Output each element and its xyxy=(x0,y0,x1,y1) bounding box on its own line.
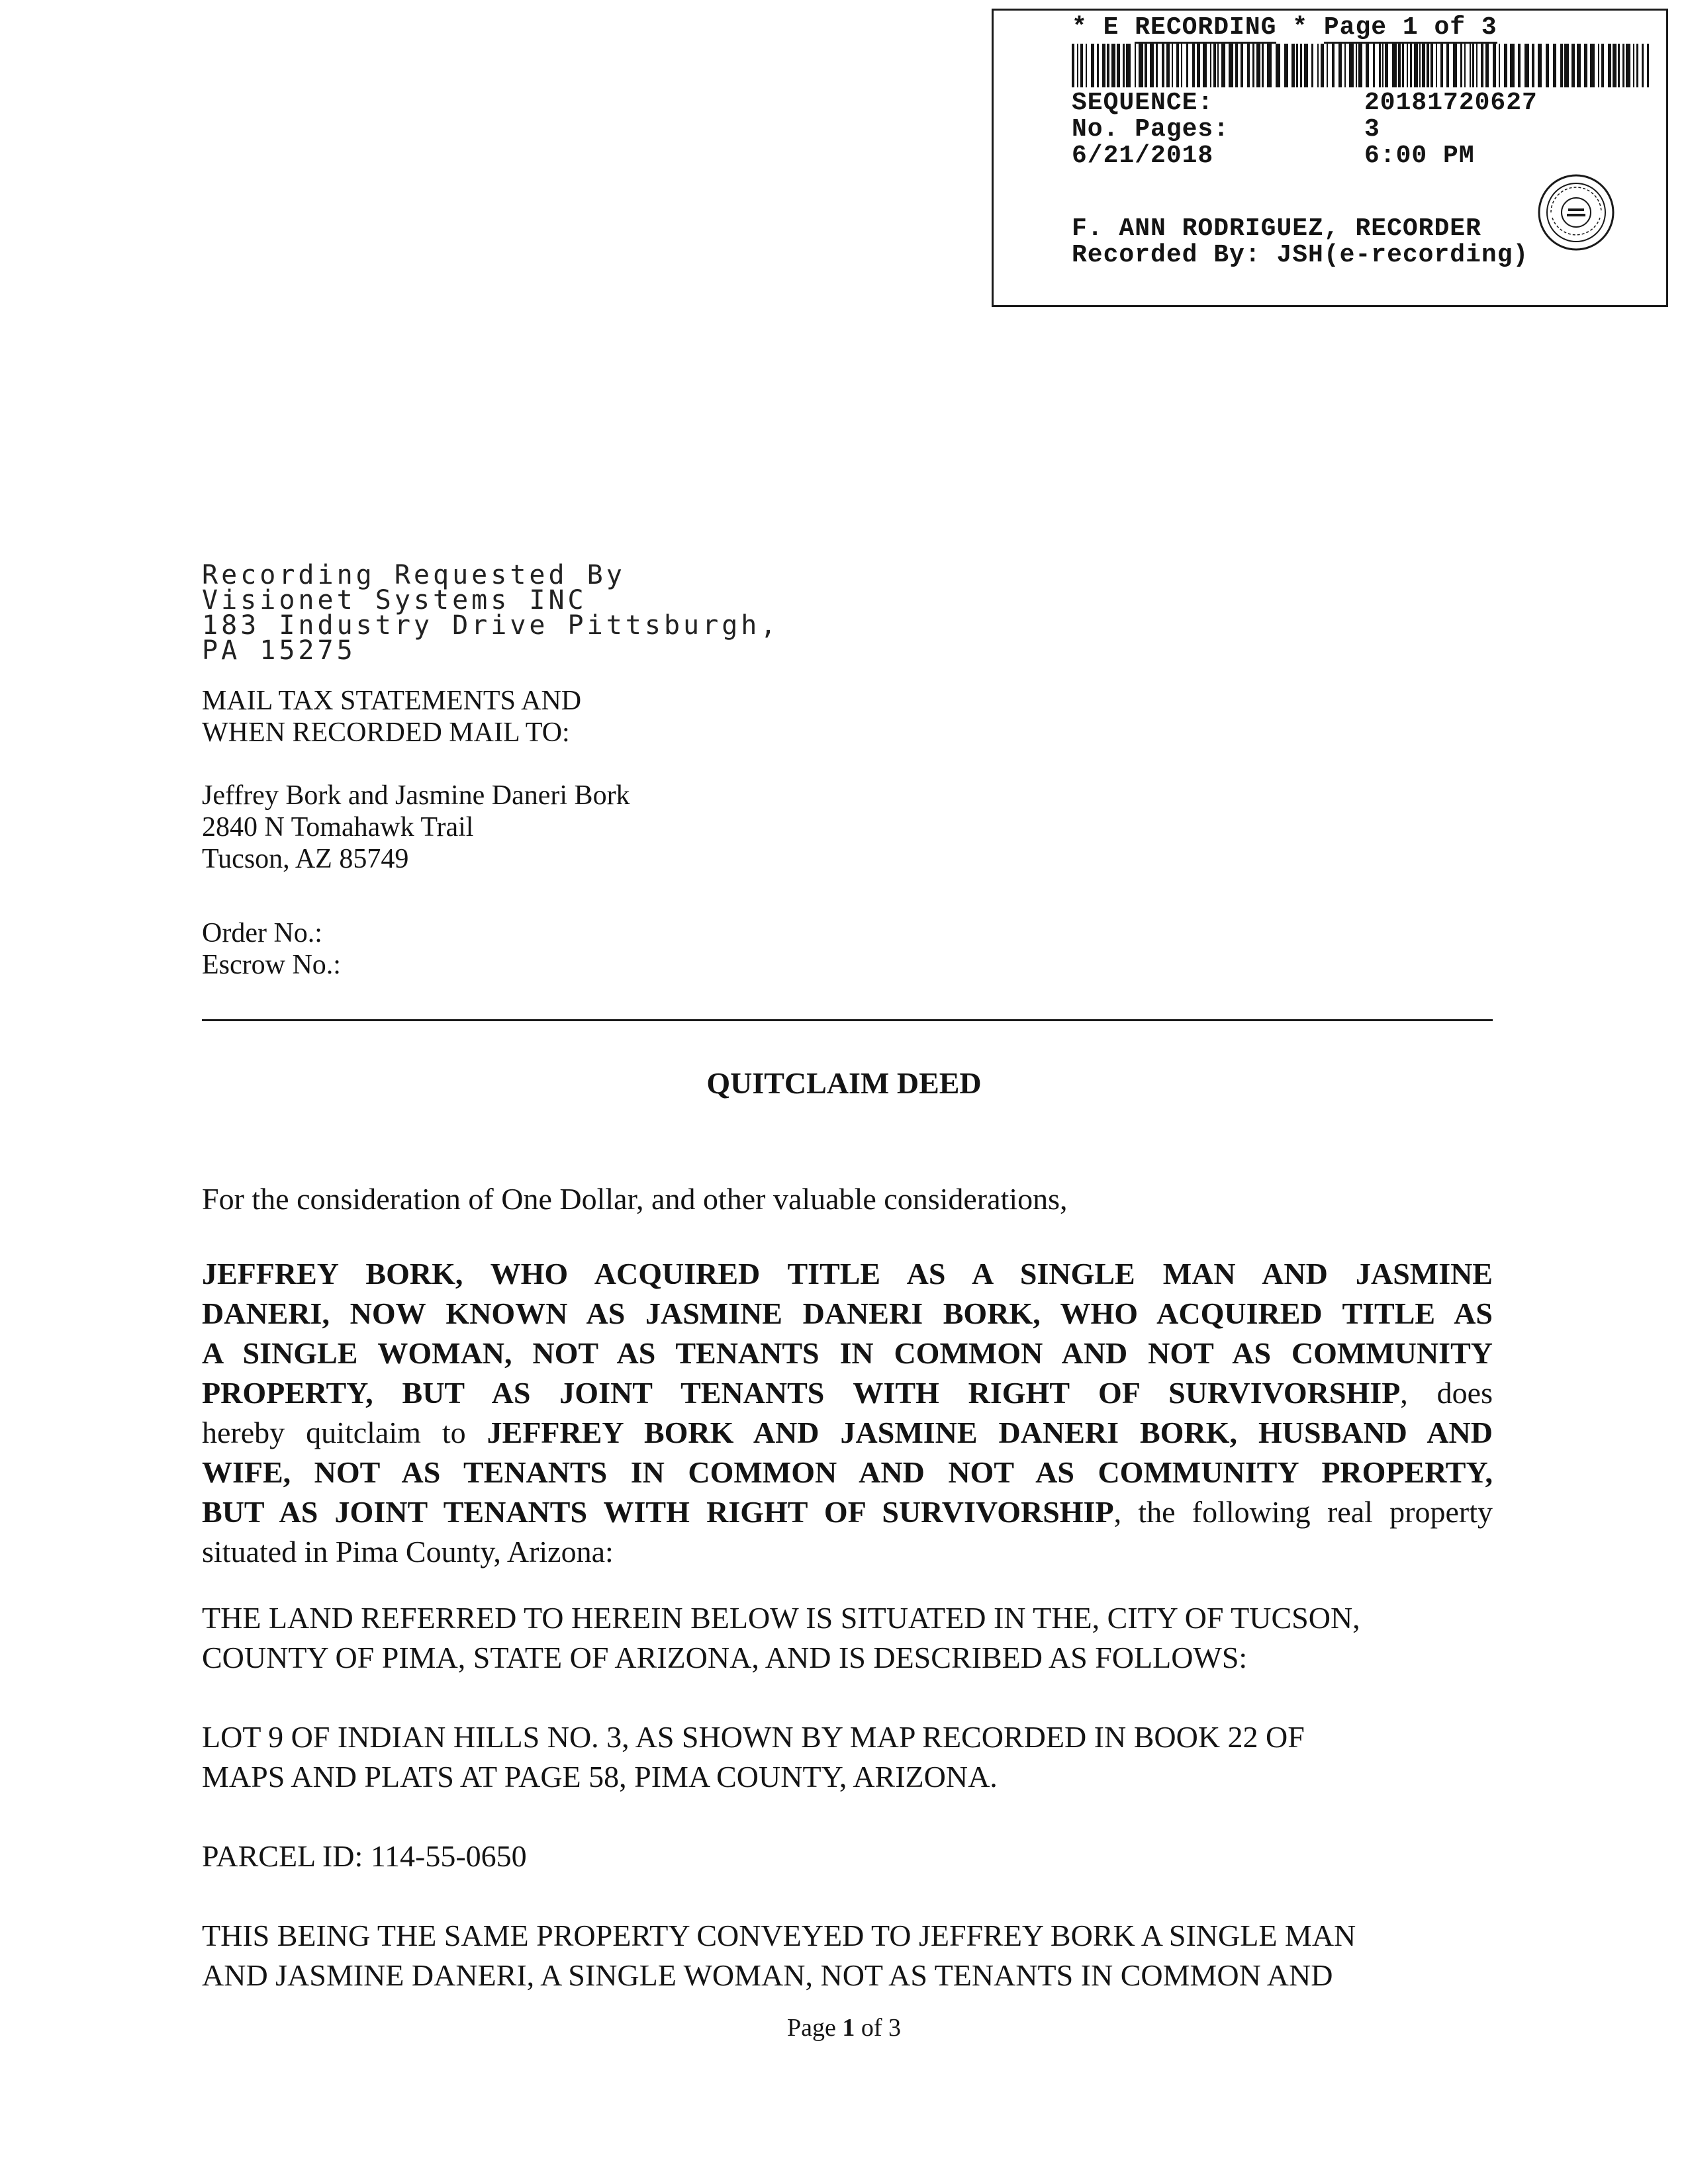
lot-description-2: MAPS AND PLATS AT PAGE 58, PIMA COUNTY, ARIZONA. xyxy=(202,1760,998,1794)
barcode-bar xyxy=(1460,44,1462,87)
barcode-bar xyxy=(1564,44,1569,87)
stamp-header-page: Page 1 of 3 xyxy=(1324,13,1497,44)
barcode-bar xyxy=(1172,44,1173,87)
barcode-bar xyxy=(1584,44,1587,87)
barcode-bar xyxy=(1349,44,1354,87)
mail-to-name: Jeffrey Bork and Jasmine Daneri Bork xyxy=(202,780,630,811)
consideration-clause: For the consideration of One Dollar, and other valuable considerations, xyxy=(202,1182,1068,1216)
barcode-bar xyxy=(1102,44,1105,87)
grantee-tenancy: BUT AS JOINT TENANTS WITH RIGHT OF SURVIVORSHIP xyxy=(202,1495,1114,1529)
barcode-bar xyxy=(1332,44,1335,87)
recording-stamp xyxy=(992,9,1668,307)
lot-description-1: LOT 9 OF INDIAN HILLS NO. 3, AS SHOWN BY MAP RECORDED IN BOOK 22 OF xyxy=(202,1720,1305,1754)
barcode-bar xyxy=(1276,44,1280,87)
grantee-line-7 xyxy=(202,1494,1493,1534)
barcode-bar xyxy=(1091,44,1094,87)
stamp-header-mid: * xyxy=(1276,13,1324,42)
barcode-bar xyxy=(1419,44,1421,87)
barcode-bar xyxy=(1518,44,1521,87)
grantee-line-6: WIFE, NOT AS TENANTS IN COMMON AND NOT AS COMMUNITY PROPERTY, xyxy=(202,1455,1493,1489)
barcode-bar xyxy=(1422,44,1425,87)
barcode-bar xyxy=(1123,44,1125,87)
barcode-bar xyxy=(1252,44,1254,87)
barcode-bar xyxy=(1358,44,1362,87)
barcode-bar xyxy=(1217,44,1219,87)
barcode-bar xyxy=(1485,44,1489,87)
barcode-bar xyxy=(1613,44,1617,87)
barcode-bar xyxy=(1229,44,1233,87)
barcode-bar xyxy=(1241,44,1243,87)
barcode-bar xyxy=(1300,44,1302,87)
barcode-bar xyxy=(1373,44,1375,87)
grantor-tenancy: PROPERTY, BUT AS JOINT TENANTS WITH RIGHT OF SURVIVORSHIP xyxy=(202,1376,1401,1410)
document-title: QUITCLAIM DEED xyxy=(706,1066,982,1100)
same-property-2: AND JASMINE DANERI, A SINGLE WOMAN, NOT AS TENANTS IN COMMON AND xyxy=(202,1958,1333,1992)
barcode-bar xyxy=(1636,44,1638,87)
barcode-bar xyxy=(1504,44,1507,87)
page-footer xyxy=(0,2013,1688,2042)
barcode-bar xyxy=(1546,44,1549,87)
barcode-bar xyxy=(1379,44,1381,87)
mail-to-city: Tucson, AZ 85749 xyxy=(202,844,409,874)
barcode-bar xyxy=(1410,44,1412,87)
barcode-bar xyxy=(1642,44,1644,87)
barcode-bar xyxy=(1284,44,1288,87)
barcode-bar xyxy=(1398,44,1401,87)
barcode-bar xyxy=(1453,44,1457,87)
barcode-bar xyxy=(1590,44,1595,87)
record-date: 6/21/2018 xyxy=(1072,142,1214,170)
barcode-bar xyxy=(1402,44,1404,87)
barcode-bar xyxy=(1221,44,1225,87)
pages-label: No. Pages: xyxy=(1072,115,1230,144)
land-description-1: THE LAND REFERRED TO HEREIN BELOW IS SITUATED IN THE, CITY OF TUCSON, xyxy=(202,1601,1360,1635)
barcode-bar xyxy=(1392,44,1397,87)
barcode-bar xyxy=(1385,44,1388,87)
same-property-1: THIS BEING THE SAME PROPERTY CONVEYED TO JEFFREY BORK A SINGLE MAN xyxy=(202,1919,1356,1952)
land-description-2: COUNTY OF PIMA, STATE OF ARIZONA, AND IS DESCRIBED AS FOLLOWS: xyxy=(202,1641,1248,1674)
barcode-bar xyxy=(1321,44,1324,87)
barcode-bar xyxy=(1135,44,1136,87)
barcode-bar xyxy=(1414,44,1418,87)
grantor-line-4 xyxy=(202,1375,1493,1415)
barcode-bar xyxy=(1291,44,1295,87)
barcode-bar xyxy=(1538,44,1542,87)
barcode-bar xyxy=(1464,44,1466,87)
grantor-line-3: A SINGLE WOMAN, NOT AS TENANTS IN COMMON AND NOT AS COMMUNITY xyxy=(202,1336,1493,1370)
barcode-bar xyxy=(1197,44,1200,87)
barcode-bar xyxy=(1598,44,1599,87)
barcode-bar xyxy=(1356,44,1357,87)
mail-heading-2: WHEN RECORDED MAIL TO: xyxy=(202,717,570,748)
barcode-bar xyxy=(1150,44,1154,87)
order-number-label: Order No.: xyxy=(202,918,322,948)
barcode-bar xyxy=(1499,44,1500,87)
stamp-header xyxy=(1072,13,1497,42)
barcode-bar xyxy=(1117,44,1120,87)
barcode-bar xyxy=(1327,44,1328,87)
barcode-bar xyxy=(1571,44,1575,87)
grantee-line-8: situated in Pima County, Arizona: xyxy=(202,1535,614,1569)
barcode-bar xyxy=(1176,44,1179,87)
pages-value: 3 xyxy=(1364,115,1380,144)
barcode-bar xyxy=(1213,44,1216,87)
requester-line-2: Visionet Systems INC xyxy=(202,585,587,615)
barcode-bar xyxy=(1317,44,1319,87)
barcode-bar xyxy=(1481,44,1483,87)
barcode-bar xyxy=(1080,44,1083,87)
grantee-line-5 xyxy=(202,1415,1493,1455)
quitclaim-phrase: hereby quitclaim to xyxy=(202,1416,487,1449)
barcode-bar xyxy=(1139,44,1143,87)
sequence-value: 20181720627 xyxy=(1364,89,1538,117)
barcode-bar xyxy=(1181,44,1182,87)
page-suffix: of 3 xyxy=(855,2014,902,2042)
county-seal-icon xyxy=(1536,173,1616,252)
mail-to-street: 2840 N Tomahawk Trail xyxy=(202,812,474,842)
barcode-bar xyxy=(1235,44,1238,87)
grantee-names: JEFFREY BORK AND JASMINE DANERI BORK, HUSBAND AND xyxy=(487,1416,1493,1449)
barcode-bar xyxy=(1440,44,1443,87)
barcode-bar xyxy=(1338,44,1342,87)
barcode-bar xyxy=(1577,44,1581,87)
stamp-header-prefix: * E xyxy=(1072,13,1135,42)
barcode-bar xyxy=(1156,44,1158,87)
recorded-by: Recorded By: JSH(e-recording) xyxy=(1072,241,1529,269)
barcode-bar xyxy=(1430,44,1433,87)
barcode-bar xyxy=(1097,44,1099,87)
barcode-bar xyxy=(1470,44,1471,87)
barcode-bar xyxy=(1633,44,1634,87)
record-time: 6:00 PM xyxy=(1364,142,1475,170)
requester-line-1: Recording Requested By xyxy=(202,560,626,590)
barcode-bar xyxy=(1532,44,1534,87)
barcode-bar xyxy=(1524,44,1529,87)
barcode-bar xyxy=(1493,44,1496,87)
barcode-bar xyxy=(1304,44,1308,87)
barcode-bar xyxy=(1162,44,1164,87)
barcode-bar xyxy=(1166,44,1170,87)
barcode-bar xyxy=(1626,44,1630,87)
barcode-bar xyxy=(1647,44,1649,87)
escrow-number-label: Escrow No.: xyxy=(202,950,341,980)
page-number: 1 xyxy=(842,2014,855,2042)
barcode-bar xyxy=(1436,44,1437,87)
barcode-bar xyxy=(1622,44,1624,87)
barcode-bar xyxy=(1072,44,1074,87)
requester-line-4: PA 15275 xyxy=(202,635,356,666)
page-prefix: Page xyxy=(786,2014,843,2042)
divider xyxy=(202,1019,1493,1021)
grantor-line-2: DANERI, NOW KNOWN AS JASMINE DANERI BORK, WHO ACQUIRED TITLE AS xyxy=(202,1297,1493,1330)
barcode-bar xyxy=(1267,44,1272,87)
grantor-line-1: JEFFREY BORK, WHO ACQUIRED TITLE AS A SINGLE MAN AND JASMINE xyxy=(202,1257,1493,1291)
parcel-id: PARCEL ID: 114-55-0650 xyxy=(202,1839,527,1873)
barcode-bar xyxy=(1192,44,1195,87)
stamp-header-recording: RECORDING xyxy=(1135,13,1276,44)
barcode-bar xyxy=(1086,44,1087,87)
barcode-bar xyxy=(1608,44,1611,87)
recorder-name: F. ANN RODRIGUEZ, RECORDER xyxy=(1072,214,1481,243)
barcode-bar xyxy=(1107,44,1109,87)
grantee-line-7-rest: , the following real property xyxy=(1113,1495,1493,1529)
barcode-bar xyxy=(1344,44,1346,87)
barcode-bar xyxy=(1560,44,1563,87)
requester-line-3: 183 Industry Drive Pittsburgh, xyxy=(202,610,780,641)
barcode-bar xyxy=(1256,44,1260,87)
barcode-bar xyxy=(1382,44,1383,87)
barcode-bar xyxy=(1476,44,1477,87)
barcode-bar xyxy=(1472,44,1474,87)
barcode-bar xyxy=(1311,44,1313,87)
barcode-bar xyxy=(1618,44,1620,87)
barcode-bar xyxy=(1186,44,1188,87)
barcode-bar xyxy=(1210,44,1211,87)
barcode-bar xyxy=(1203,44,1207,87)
barcode-bar xyxy=(1077,44,1078,87)
barcode-bar xyxy=(1145,44,1147,87)
barcode-bar xyxy=(1510,44,1515,87)
barcode-bar xyxy=(1407,44,1408,87)
barcode-icon xyxy=(1072,44,1649,87)
barcode-bar xyxy=(1111,44,1115,87)
barcode-bar xyxy=(1601,44,1604,87)
barcode-bar xyxy=(1446,44,1449,87)
barcode-bar xyxy=(1366,44,1369,87)
grantor-line-4-rest: , does xyxy=(1400,1376,1493,1410)
mail-heading-1: MAIL TAX STATEMENTS AND xyxy=(202,686,582,716)
recording-requester xyxy=(202,560,780,666)
barcode-bar xyxy=(1427,44,1429,87)
barcode-bar xyxy=(1262,44,1264,87)
barcode-bar xyxy=(1126,44,1131,87)
sequence-label: SEQUENCE: xyxy=(1072,89,1214,117)
barcode-bar xyxy=(1553,44,1556,87)
barcode-bar xyxy=(1296,44,1298,87)
barcode-bar xyxy=(1247,44,1250,87)
